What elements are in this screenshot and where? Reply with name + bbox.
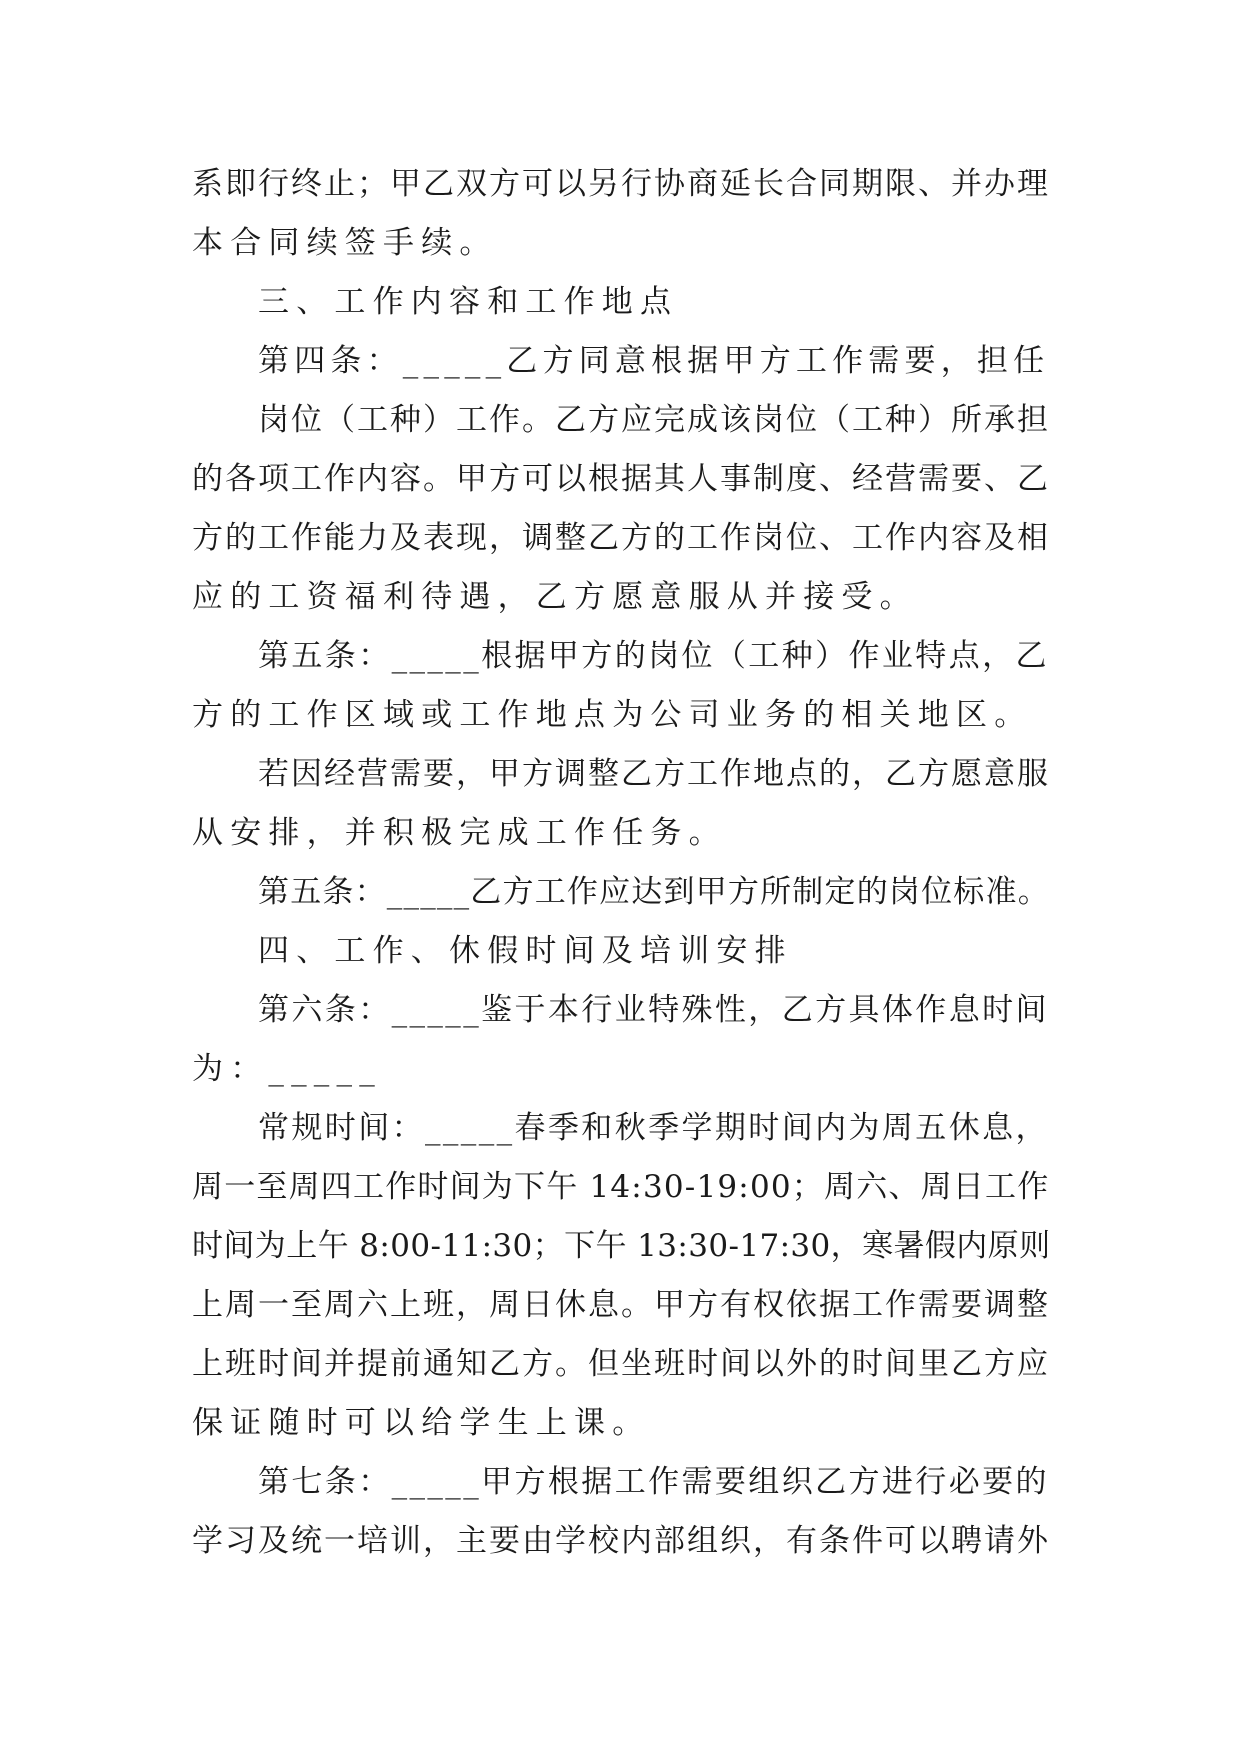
text-line: 岗位（工种）工作。乙方应完成该岗位（工种）所承担 bbox=[258, 402, 1050, 438]
text-line: 若因经营需要，甲方调整乙方工作地点的，乙方愿意服 bbox=[258, 756, 1050, 792]
text-line: 第五条：_____乙方工作应达到甲方所制定的岗位标准。 bbox=[258, 874, 1050, 910]
text-line: 第七条：_____甲方根据工作需要组织乙方进行必要的 bbox=[258, 1464, 1049, 1500]
text-line: 系即行终止；甲乙双方可以另行协商延长合同期限、并办理 bbox=[192, 166, 1050, 202]
text-line: 上周一至周六上班，周日休息。甲方有权依据工作需要调整 bbox=[192, 1287, 1050, 1323]
text-line: 为：_____ bbox=[192, 1051, 382, 1087]
text-line: 方的工作区域或工作地点为公司业务的相关地区。 bbox=[192, 697, 1033, 733]
text-line: 第五条：_____根据甲方的岗位（工种）作业特点，乙 bbox=[258, 638, 1049, 674]
text-line: 学习及统一培训，主要由学校内部组织，有条件可以聘请外 bbox=[192, 1523, 1050, 1559]
text-line: 本合同续签手续。 bbox=[192, 225, 498, 261]
text-line: 应的工资福利待遇，乙方愿意服从并接受。 bbox=[192, 579, 918, 615]
text-line: 从安排，并积极完成工作任务。 bbox=[192, 815, 727, 851]
text-line: 第六条：_____鉴于本行业特殊性，乙方具体作息时间 bbox=[258, 992, 1049, 1028]
text-line: 时间为上午 8:00-11:30；下午 13:30-17:30，寒暑假内原则 bbox=[192, 1228, 1051, 1264]
text-line: 方的工作能力及表现，调整乙方的工作岗位、工作内容及相 bbox=[192, 520, 1050, 556]
text-line: 常规时间：_____春季和秋季学期时间内为周五休息， bbox=[258, 1110, 1049, 1146]
text-line: 周一至周四工作时间为下午 14:30-19:00；周六、周日工作 bbox=[192, 1169, 1050, 1205]
section-heading: 四、工作、休假时间及培训安排 bbox=[258, 933, 793, 969]
section-heading: 三、工作内容和工作地点 bbox=[258, 284, 679, 320]
contract-body-text bbox=[192, 155, 1052, 1571]
text-line: 保证随时可以给学生上课。 bbox=[192, 1405, 651, 1441]
text-line: 上班时间并提前通知乙方。但坐班时间以外的时间里乙方应 bbox=[192, 1346, 1050, 1382]
text-line: 的各项工作内容。甲方可以根据其人事制度、经营需要、乙 bbox=[192, 461, 1050, 497]
text-line: 第四条：_____乙方同意根据甲方工作需要，担任 bbox=[258, 343, 1050, 379]
